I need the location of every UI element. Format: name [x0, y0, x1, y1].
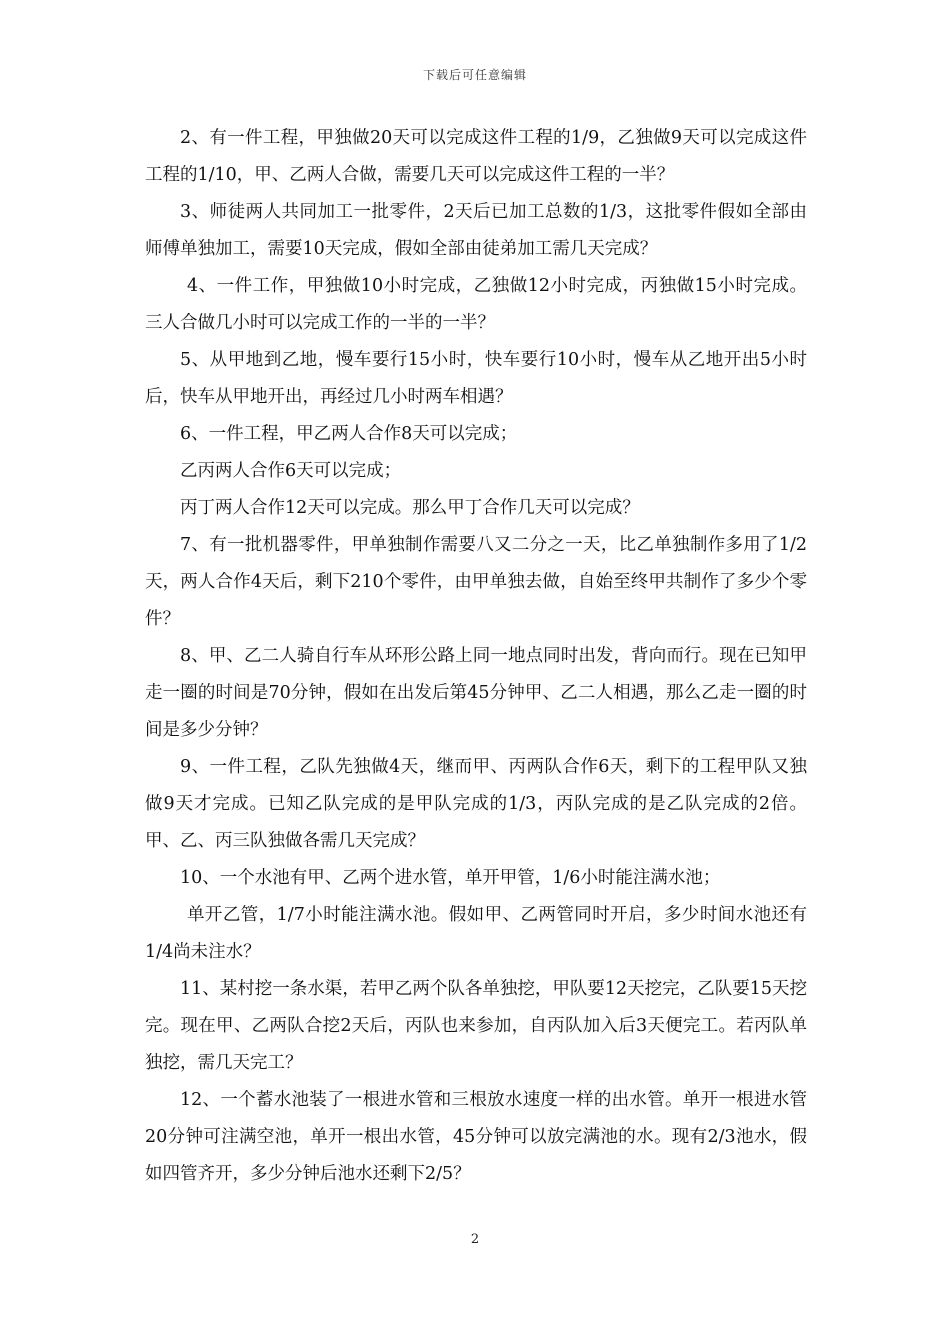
problem-9: 9、一件工程，乙队先独做4天，继而甲、丙两队合作6天，剩下的工程甲队又独做9天才完成。已知乙队完成的是甲队完成的1/3，丙队完成的是乙队完成的2倍。甲、乙、丙三队独做各需几天完成？: [145, 757, 807, 851]
problem-5: 5、从甲地到乙地，慢车要行15小时，快车要行10小时，慢车从乙地开出5小时后，快车从甲地开出，再经过几小时两车相遇？: [145, 350, 807, 407]
page-number: 2: [470, 1232, 480, 1247]
problem-6-line-1: 6、一件工程，甲乙两人合作8天可以完成；: [180, 424, 518, 444]
problem-10-line-2: 单开乙管，1/7小时能注满水池。假如甲、乙两管同时开启，多少时间水池还有1/4尚未注水？: [145, 905, 807, 962]
document-body: [145, 120, 807, 1193]
problem-6-line-3: 丙丁两人合作12天可以完成。那么甲丁合作几天可以完成？: [180, 498, 640, 518]
problem-11: 11、某村挖一条水渠，若甲乙两个队各单独挖，甲队要12天挖完，乙队要15天挖完。现在甲、乙两队合挖2天后，丙队也来参加，自丙队加入后3天便完工。若丙队单独挖，需几天完工？: [145, 979, 807, 1073]
problem-4: 4、一件工作，甲独做10小时完成，乙独做12小时完成，丙独做15小时完成。三人合做几小时可以完成工作的一半的一半？: [145, 276, 807, 333]
problem-12: 12、一个蓄水池装了一根进水管和三根放水速度一样的出水管。单开一根进水管20分钟可注满空池，单开一根出水管，45分钟可以放完满池的水。现有2/3池水，假如四管齐开，多少分钟后池水还剩下2/5？: [145, 1090, 807, 1184]
problem-2: 2、有一件工程，甲独做20天可以完成这件工程的1/9，乙独做9天可以完成这件工程的1/10，甲、乙两人合做，需要几天可以完成这件工程的一半？: [145, 128, 807, 185]
problem-6-line-2: 乙丙两人合作6天可以完成；: [180, 461, 402, 481]
problem-10-line-1: 10、一个水池有甲、乙两个进水管，单开甲管，1/6小时能注满水池；: [180, 868, 721, 888]
problem-3: 3、师徒两人共同加工一批零件，2天后已加工总数的1/3，这批零件假如全部由师傅单独加工，需要10天完成，假如全部由徒弟加工需几天完成？: [145, 202, 807, 259]
problem-7: 7、有一批机器零件，甲单独制作需要八又二分之一天，比乙单独制作多用了1/2天，两人合作4天后，剩下210个零件，由甲单独去做，自始至终甲共制作了多少个零件？: [145, 535, 807, 629]
page-header: 下载后可任意编辑: [422, 68, 527, 82]
problem-8: 8、甲、乙二人骑自行车从环形公路上同一地点同时出发，背向而行。现在已知甲走一圈的时间是70分钟，假如在出发后第45分钟甲、乙二人相遇，那么乙走一圈的时间是多少分钟？: [145, 646, 807, 740]
